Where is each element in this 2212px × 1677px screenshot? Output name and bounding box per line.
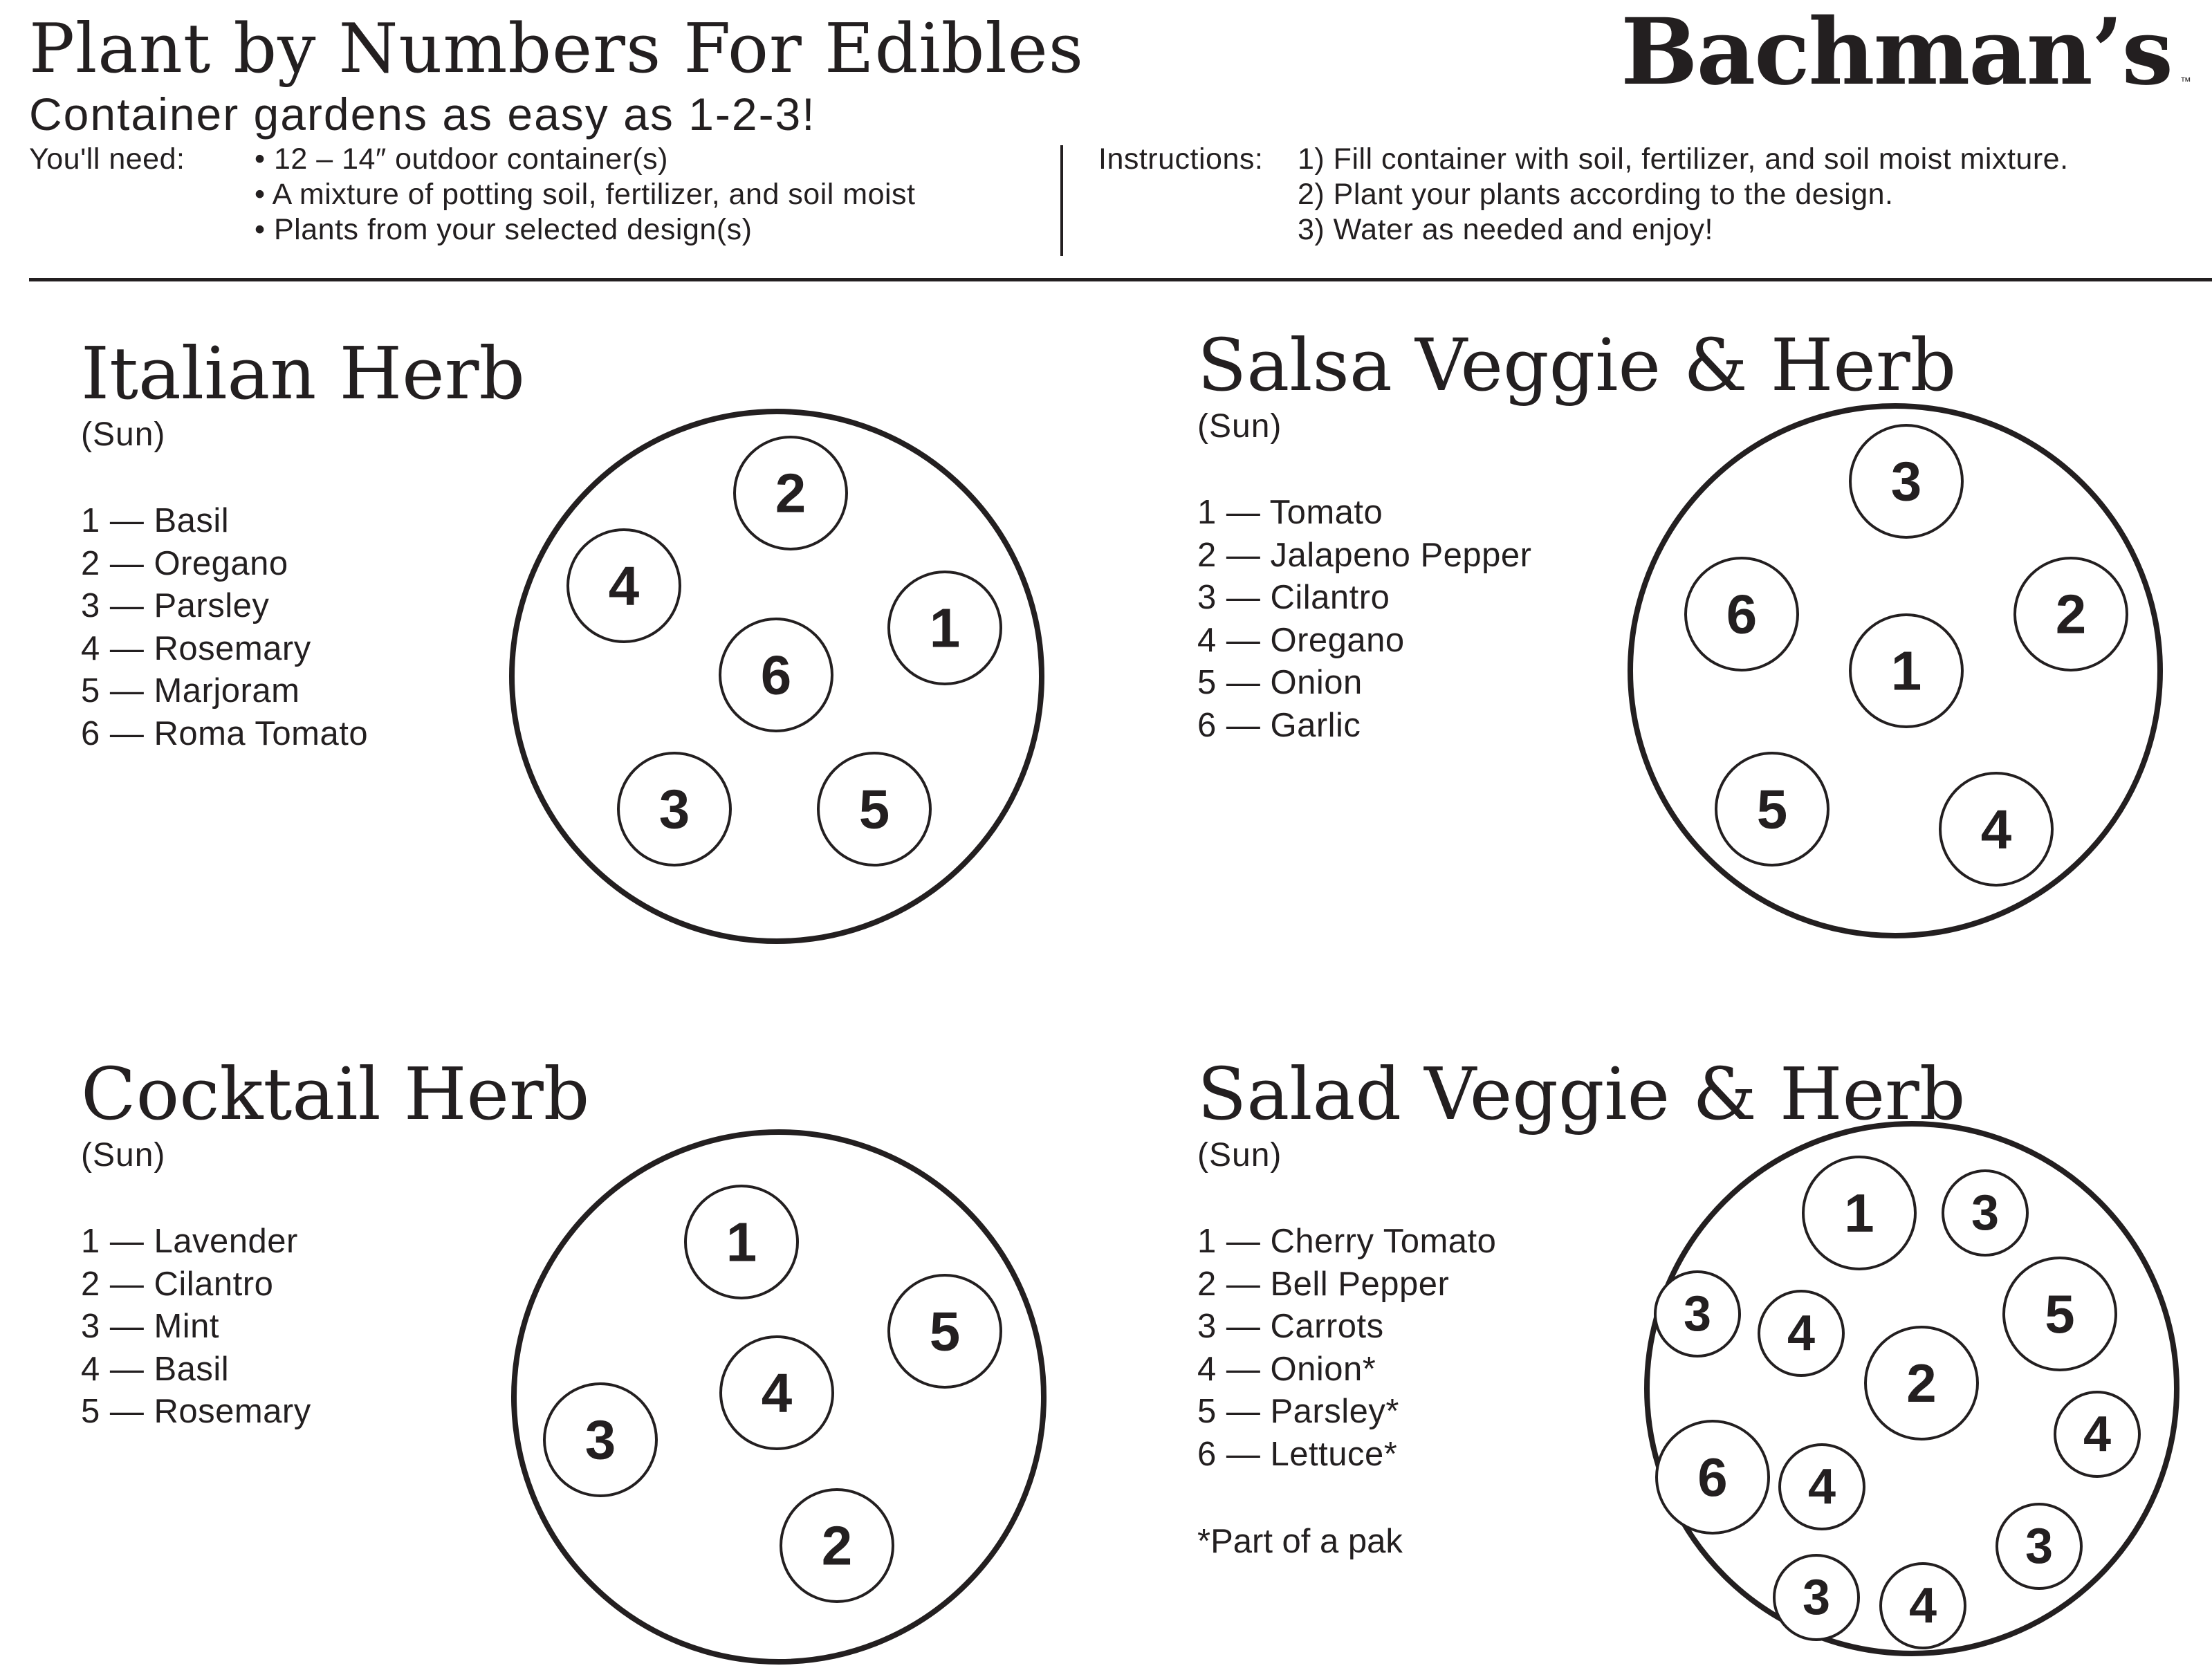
plant-list-item: 2 — Oregano [81, 544, 288, 582]
plant-spot-number: 5 [858, 778, 890, 840]
plant-spot-number: 4 [1787, 1306, 1816, 1361]
plant-spot [618, 753, 730, 865]
plant-list-item: 5 — Onion [1197, 664, 1363, 701]
plant-spot-number: 2 [2055, 583, 2087, 645]
container-diagram-cocktail-herb [514, 1132, 1044, 1662]
instruction-step: 1) Fill container with soil, fertilizer, and soil moist mixture. [1298, 142, 2069, 176]
plant-list-item: 3 — Cilantro [1197, 579, 1390, 616]
plant-spot [781, 1490, 893, 1602]
plant-spot-number: 6 [760, 644, 792, 706]
plant-spot [2055, 1392, 2139, 1476]
plant-list-item: 2 — Bell Pepper [1197, 1265, 1450, 1303]
plant-list-item: 3 — Parsley [81, 587, 270, 624]
plant-spot [1881, 1564, 1965, 1648]
plant-spot-number: 5 [2045, 1284, 2075, 1344]
plant-spot-number: 4 [608, 555, 640, 617]
plant-spot-number: 1 [929, 597, 961, 659]
plant-spot [1850, 425, 1962, 537]
brand-trademark: ™ [2180, 76, 2191, 88]
container-diagram-italian-herb [512, 411, 1042, 941]
plant-spot-number: 6 [1697, 1447, 1728, 1508]
plant-spot [1655, 1272, 1740, 1356]
plant-list-item: 1 — Basil [81, 502, 230, 539]
plant-spot-number: 3 [1890, 450, 1922, 512]
plant-list-item: 4 — Onion* [1197, 1350, 1376, 1388]
plant-list-item: 4 — Rosemary [81, 629, 311, 667]
design-title-cocktail-herb: Cocktail Herb [81, 1052, 590, 1136]
plant-list-item: 2 — Jalapeno Pepper [1197, 536, 1532, 574]
plant-spot-number: 5 [1756, 778, 1788, 840]
plant-spot-number: 6 [1726, 583, 1758, 645]
plant-spot [1716, 753, 1828, 865]
design-title-salad-veggie-herb: Salad Veggie & Herb [1197, 1052, 1966, 1136]
needs-item: • Plants from your selected design(s) [255, 213, 753, 246]
plant-spot [735, 437, 847, 549]
plant-list-item: 1 — Tomato [1197, 494, 1383, 531]
container-diagram-salsa-veggie-herb [1630, 406, 2160, 936]
instructions-label: Instructions: [1098, 142, 1264, 176]
plant-spot-number: 4 [2083, 1407, 2112, 1462]
plant-list-item: 3 — Carrots [1197, 1308, 1384, 1345]
plant-spot-number: 5 [929, 1300, 961, 1362]
plant-spot [1657, 1421, 1769, 1533]
plant-list-item: 4 — Basil [81, 1350, 230, 1388]
pak-note: *Part of a pak [1197, 1523, 1403, 1560]
plant-list-item: 3 — Mint [81, 1308, 220, 1345]
plant-spot [2015, 558, 2127, 670]
plant-spot-number: 1 [1844, 1183, 1874, 1243]
plant-spot [568, 530, 680, 642]
plant-spot [1850, 615, 1962, 727]
plant-spot [1780, 1445, 1864, 1529]
plant-list-item: 6 — Roma Tomato [81, 714, 369, 752]
needs-item: • 12 – 14″ outdoor container(s) [255, 142, 668, 176]
design-title-salsa-veggie-herb: Salsa Veggie & Herb [1197, 323, 1957, 407]
plant-spot-number: 4 [1807, 1459, 1836, 1514]
plant-spot-number: 3 [584, 1409, 616, 1471]
plant-spot-number: 2 [1906, 1353, 1937, 1414]
brand-logo: Bachman’s [1621, 0, 2172, 106]
plant-spot [1759, 1291, 1843, 1375]
plant-spot-number: 4 [761, 1362, 793, 1424]
plant-list-item: 1 — Lavender [81, 1223, 298, 1260]
plant-spot-number: 3 [658, 778, 690, 840]
page-subtitle: Container gardens as easy as 1-2-3! [29, 89, 816, 140]
plant-spot [1686, 558, 1798, 670]
plant-spot-number: 1 [1890, 640, 1922, 702]
plant-spot [818, 753, 930, 865]
plant-spot [1997, 1504, 2081, 1588]
plant-spot-number: 4 [1908, 1578, 1937, 1633]
plant-list-item: 6 — Garlic [1197, 706, 1361, 744]
plant-list-item: 2 — Cilantro [81, 1265, 274, 1303]
plant-spot [1803, 1157, 1915, 1269]
plant-spot [544, 1384, 656, 1496]
plant-spot [889, 572, 1001, 684]
plant-list-item: 5 — Rosemary [81, 1393, 311, 1430]
plant-spot-number: 3 [2025, 1519, 2054, 1574]
design-light-salad-veggie-herb: (Sun) [1197, 1137, 1282, 1174]
plant-spot-number: 2 [821, 1514, 853, 1577]
plant-spot [889, 1275, 1001, 1387]
plant-spot-number: 4 [1980, 798, 2012, 860]
plant-spot-number: 1 [726, 1211, 757, 1273]
instruction-step: 3) Water as needed and enjoy! [1298, 213, 1713, 246]
plant-list-item: 4 — Oregano [1197, 621, 1405, 659]
plant-spot-number: 2 [775, 462, 807, 524]
plant-spot [721, 1337, 833, 1449]
plant-spot [1943, 1171, 2027, 1255]
plant-spot-number: 3 [1802, 1570, 1831, 1625]
plant-spot-number: 3 [1971, 1185, 2000, 1241]
plant-spot-number: 3 [1683, 1286, 1712, 1342]
plant-spot [2004, 1258, 2116, 1370]
plant-spot [1940, 773, 2052, 885]
plant-spot [1774, 1555, 1859, 1640]
plant-list-item: 5 — Parsley* [1197, 1393, 1399, 1430]
design-light-italian-herb: (Sun) [81, 416, 166, 453]
needs-item: • A mixture of potting soil, fertilizer, and soil moist [255, 178, 916, 211]
instruction-step: 2) Plant your plants according to the design. [1298, 178, 1894, 211]
plant-spot [720, 619, 832, 731]
page-title: Plant by Numbers For Edibles [29, 10, 1085, 89]
plant-list-item: 6 — Lettuce* [1197, 1435, 1398, 1473]
container-diagram-salad-veggie-herb [1647, 1124, 2177, 1653]
plant-spot [685, 1186, 798, 1298]
design-light-cocktail-herb: (Sun) [81, 1137, 166, 1174]
plant-list-item: 1 — Cherry Tomato [1197, 1223, 1497, 1260]
plant-spot [1865, 1327, 1978, 1439]
design-light-salsa-veggie-herb: (Sun) [1197, 408, 1282, 445]
plant-list-item: 5 — Marjoram [81, 672, 300, 710]
needs-label: You'll need: [29, 142, 185, 176]
design-title-italian-herb: Italian Herb [81, 331, 525, 416]
